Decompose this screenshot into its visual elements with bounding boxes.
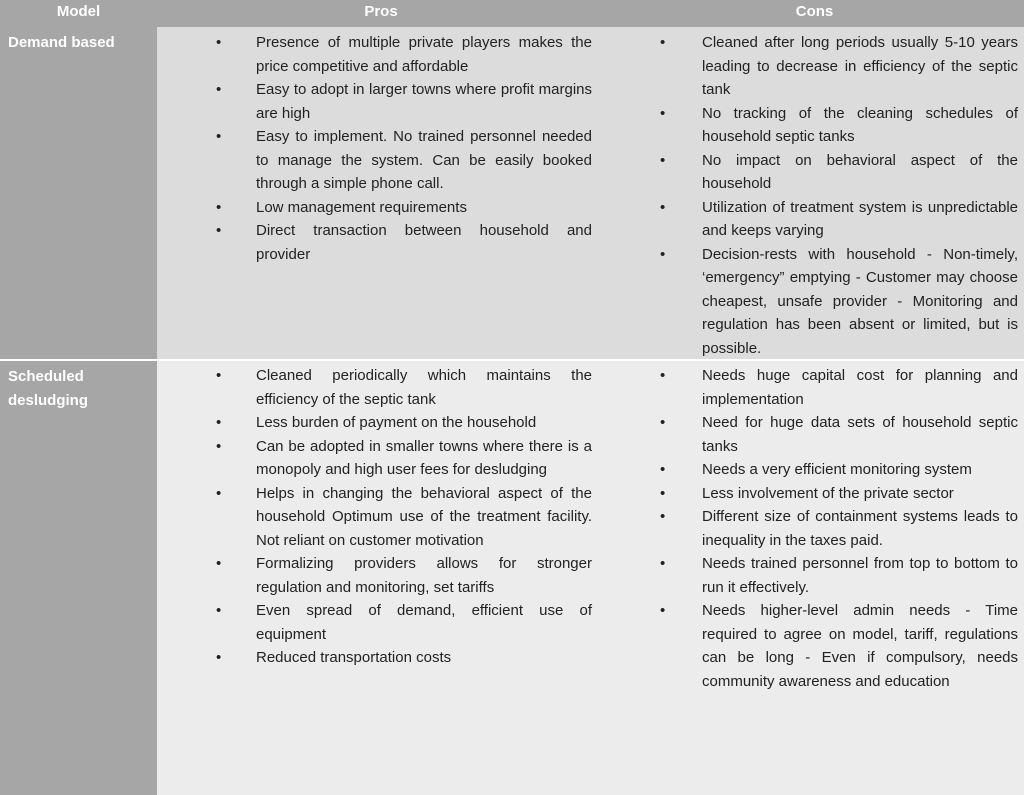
- list-item: • Less involvement of the private sector: [702, 482, 1018, 506]
- header-pros: Pros: [364, 3, 398, 20]
- list-item: • Easy to adopt in larger towns where profit margins are high: [256, 78, 592, 125]
- bullet-icon: •: [660, 414, 666, 431]
- list-item: • Direct transaction between household and provider: [256, 219, 592, 266]
- bullet-icon: •: [216, 222, 222, 239]
- bullet-icon: •: [660, 104, 666, 122]
- bullet-icon: •: [216, 367, 222, 384]
- table-header: [0, 0, 1024, 27]
- list-item: • Cleaned after long periods usually 5-10 years leading to decrease in efficiency of the septic tank: [702, 31, 1018, 102]
- bullet-icon: •: [216, 81, 222, 98]
- bullet-icon: •: [216, 602, 222, 619]
- bullet-icon: •: [660, 367, 666, 384]
- header-cons: Cons: [795, 3, 834, 20]
- list-item: • Low management requirements: [256, 196, 592, 220]
- bullet-icon: •: [660, 602, 666, 619]
- model-cell-demand-based: Demand based: [0, 27, 157, 359]
- list-item: • No tracking of the cleaning schedules of household septic tanks: [702, 102, 1018, 149]
- list-item: • Easy to implement. No trained personnel needed to manage the system. Can be easily booked through a simple phone call.: [256, 125, 592, 196]
- cons-list: [660, 31, 1018, 360]
- list-item: • Formalizing providers allows for stronger regulation and monitoring, set tariffs: [256, 552, 592, 599]
- bullet-icon: •: [660, 555, 666, 572]
- bullet-icon: •: [660, 34, 666, 51]
- list-item: • Need for huge data sets of household septic tanks: [702, 411, 1018, 458]
- bullet-icon: •: [216, 34, 222, 51]
- list-item: • Different size of containment systems leads to inequality in the taxes paid.: [702, 505, 1018, 552]
- list-item: • Needs a very efficient monitoring system: [702, 458, 1018, 482]
- bullet-icon: •: [660, 461, 666, 478]
- bullet-icon: •: [660, 198, 666, 216]
- bullet-icon: •: [216, 484, 222, 502]
- list-item: • Can be adopted in smaller towns where there is a monopoly and high user fees for desludging: [256, 435, 592, 482]
- bullet-icon: •: [660, 245, 666, 263]
- list-item: • Even spread of demand, efficient use of equipment: [256, 599, 592, 646]
- list-item: • Less burden of payment on the household: [256, 411, 592, 435]
- cons-list: [660, 364, 1018, 693]
- bullet-icon: •: [216, 128, 222, 145]
- pros-list: [216, 364, 592, 670]
- pros-list: [216, 31, 592, 266]
- list-item: • Helps in changing the behavioral aspect of the household Optimum use of the treatment facility. Not reliant on customer motivation: [256, 482, 592, 553]
- list-item: • Utilization of treatment system is unpredictable and keeps varying: [702, 196, 1018, 243]
- list-item: • Reduced transportation costs: [256, 646, 592, 670]
- list-item: • Presence of multiple private players makes the price competitive and affordable: [256, 31, 592, 78]
- bullet-icon: •: [216, 437, 222, 455]
- list-item: • Cleaned periodically which maintains the efficiency of the septic tank: [256, 364, 592, 411]
- list-item: • Needs higher-level admin needs - Time required to agree on model, tariff, regulations can be long - Even if compulsory, needs community awareness and education: [702, 599, 1018, 693]
- model-cell-scheduled-desludging: Scheduled desludging: [0, 361, 157, 795]
- bullet-icon: •: [660, 151, 666, 169]
- bullet-icon: •: [216, 198, 222, 216]
- list-item: • Decision-rests with household - Non-timely, ‘emergency” emptying - Customer may choose cheapest, unsafe provider - Monitoring and regulation has been absent or limited, but is possible.: [702, 243, 1018, 361]
- bullet-icon: •: [660, 508, 666, 525]
- list-item: • No impact on behavioral aspect of the household: [702, 149, 1018, 196]
- bullet-icon: •: [216, 649, 222, 666]
- bullet-icon: •: [216, 414, 222, 431]
- list-item: • Needs trained personnel from top to bottom to run it effectively.: [702, 552, 1018, 599]
- header-model: Model: [56, 3, 101, 20]
- bullet-icon: •: [216, 555, 222, 572]
- bullet-icon: •: [660, 484, 666, 502]
- list-item: • Needs huge capital cost for planning and implementation: [702, 364, 1018, 411]
